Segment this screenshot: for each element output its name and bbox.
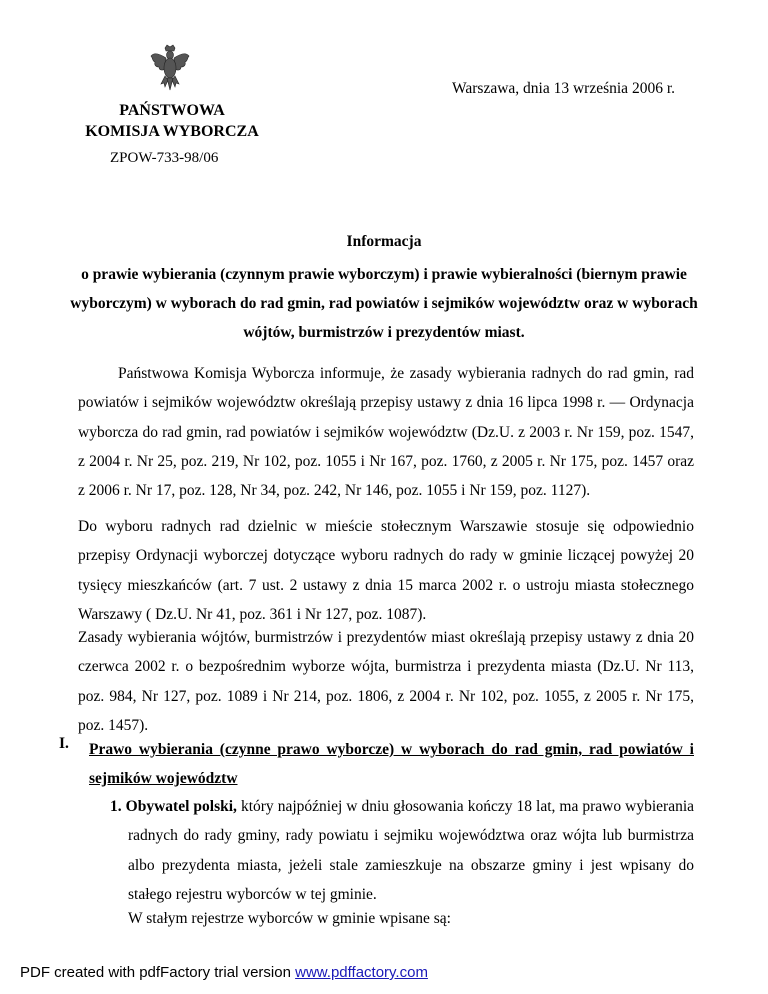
item-number: 1. [110, 798, 122, 815]
footer-text: PDF created with pdfFactory trial version [20, 964, 296, 981]
polish-eagle-emblem-icon [150, 44, 190, 92]
list-item [110, 792, 694, 909]
section-heading: Prawo wybierania (czynne prawo wyborcze) w wyborach do rad gmin, rad powiatów i sejmików województw [89, 741, 694, 788]
issuing-authority [78, 100, 266, 142]
authority-line-1: PAŃSTWOWA [119, 102, 225, 119]
footer-link[interactable]: www.pdffactory.com [295, 964, 428, 981]
document-title: Informacja [346, 233, 422, 250]
place-and-date: Warszawa, dnia 13 września 2006 r. [452, 80, 675, 97]
paragraph-mayor-elections: Zasady wybierania wójtów, burmistrzów i prezydentów miast określają przepisy ustawy z dnia 20 czerwca 2002 r. o bezpośrednim wyborze wójta, burmistrza i prezydenta miasta (Dz.U. Nr 113, poz. 984, Nr 127, poz. 1089 i Nr 214, poz. 1806, z 2004 r. Nr 102, poz. 1055, z 2005 r. Nr 175, poz. 1457). [78, 629, 694, 734]
item-lead: Obywatel polski, [125, 798, 237, 815]
item-text: który najpóźniej w dniu głosowania kończy 18 lat, ma prawo wybierania radnych do rady gminy, rady powiatu i sejmiku województwa oraz wójta lub burmistrza albo prezydenta miasta, jeżeli stale zamieszkuje na obszarze gminy i jest wpisany do stałego rejestru wyborców w tej gminie. [128, 798, 695, 903]
authority-line-2: KOMISJA WYBORCZA [85, 123, 259, 140]
reference-number: ZPOW-733-98/06 [110, 150, 219, 166]
paragraph-warsaw-districts: Do wyboru radnych rad dzielnic w mieście stołecznym Warszawie stosuje się odpowiednio przepisy Ordynacji wyborczej dotyczące wyboru radnych do rady w gminie liczącej powyżej 20 tysięcy mieszkańców (art. 7 ust. 2 ustawy z dnia 15 marca 2002 r. o ustroju miasta stołecznego Warszawy ( Dz.U. Nr 41, poz. 361 i Nr 127, poz. 1087). [78, 518, 694, 623]
pdf-footer [20, 964, 428, 981]
document-subtitle: o prawie wybierania (czynnym prawie wyborczym) i prawie wybieralności (biernym prawie wyborczym) w wyborach do rad gmin, rad powiatów i sejmików województw oraz w wyborach wójtów, burmistrzów i prezydentów miast. [70, 266, 698, 341]
paragraph-legal-basis: Państwowa Komisja Wyborcza informuje, że zasady wybierania radnych do rad gmin, rad powiatów i sejmików województw określają przepisy ustawy z dnia 16 lipca 1998 r. — Ordynacja wyborcza do rad gmin, rad powiatów i sejmików województw (Dz.U. z 2003 r. Nr 159, poz. 1547, z 2004 r. Nr 25, poz. 219, Nr 102, poz. 1055 i Nr 167, poz. 1760, z 2005 r. Nr 175, poz. 1457 oraz z 2006 r. Nr 17, poz. 128, Nr 34, poz. 242, Nr 146, poz. 1055 i Nr 159, poz. 1127). [78, 365, 694, 500]
register-intro: W stałym rejestrze wyborców w gminie wpisane są: [128, 910, 451, 927]
section-number: I. [59, 735, 69, 752]
